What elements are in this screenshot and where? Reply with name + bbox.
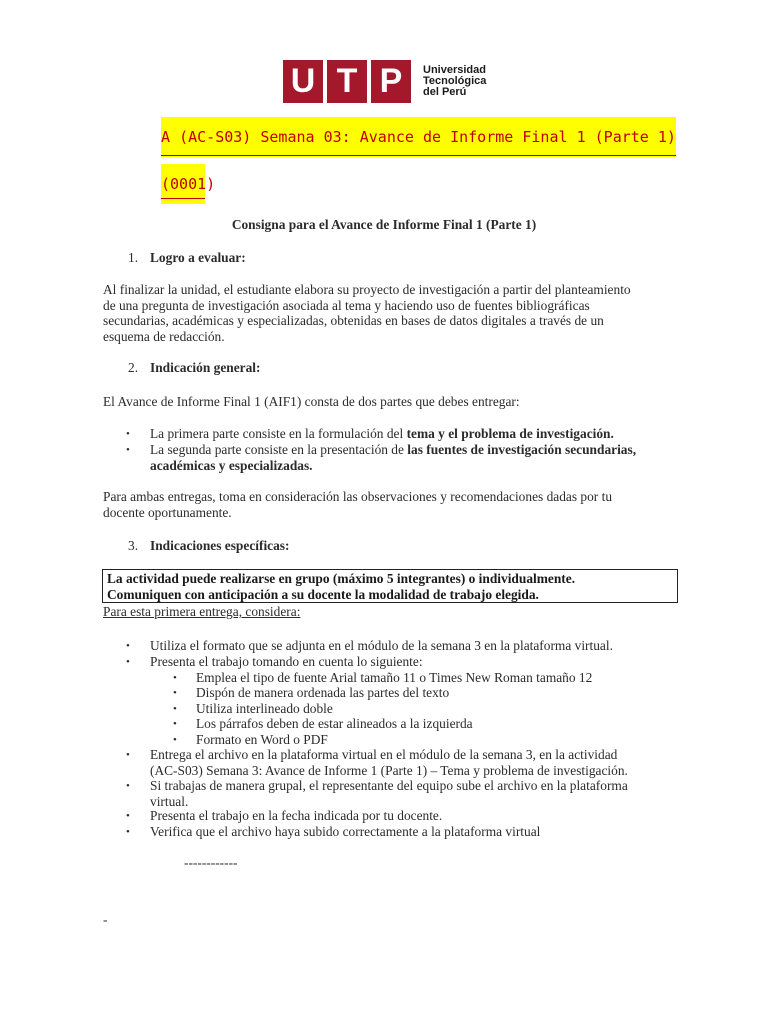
paragraph-line: docente oportunamente. [103,504,232,520]
section-label: Logro a evaluar: [150,250,246,265]
bullet-dot: • [126,640,130,652]
paragraph-line: esquema de redacción. [103,328,225,344]
list-item-bold: las fuentes de investigación secundarias, [407,442,637,457]
logo-letter-u: U [283,60,323,103]
bullet-dot: • [173,718,177,730]
title-token: Semana [260,128,315,146]
sub-list-item: Los párrafos deben de estar alineados a la izquierda [196,716,473,731]
section-label: Indicaciones específicas: [150,538,290,553]
page-heading: Consigna para el Avance de Informe Final 1 (Parte 1) [231,217,537,232]
paragraph-line: secundarias, académicas y especializadas, obtenidas en bases de datos digitales a través de un [103,313,604,329]
list-item-continuation: académicas y especializadas. [150,458,313,473]
logo-name-line: Tecnológica [423,75,487,87]
bullet-dot: • [126,749,130,761]
bullet-dot: • [126,826,130,838]
separator-line: ------------ [184,855,238,870]
list-item: Si trabajas de manera grupal, el representante del equipo sube el archivo en la plataforma [150,778,628,793]
list-item [150,442,636,458]
assignment-title-code: (0001) [161,164,205,204]
title-underline [161,198,205,199]
bullet-dot: • [126,428,130,440]
list-item: Presenta el trabajo tomando en cuenta lo siguiente: [150,654,423,669]
bullet-dot: • [173,687,177,699]
section-number: 2. [128,360,139,375]
paragraph-line: Para ambas entregas, toma en consideración las observaciones y recomendaciones dadas por tu [103,489,613,504]
utp-logo [283,60,486,103]
assignment-title [161,117,676,157]
title-token: 03: [323,128,351,146]
logo-name-line: del Perú [423,86,467,98]
paragraph-line: Al finalizar la unidad, el estudiante elabora su proyecto de investigación a partir del planteamiento [103,282,631,297]
sub-list-item: Formato en Word o PDF [196,732,328,747]
section-number: 1. [128,250,139,265]
list-item-text: La primera parte consiste en la formulación del [150,426,407,441]
list-item-text: La segunda parte consiste en la presentación de [150,442,408,457]
list-item: Presenta el trabajo en la fecha indicada por tu docente. [150,808,443,823]
notice-line: Comuniquen con anticipación a su docente la modalidad de trabajo elegida. [107,586,539,602]
bullet-dot: • [126,810,130,822]
bullet-dot: • [126,780,130,792]
title-token: Avance [359,128,414,146]
list-item [150,426,614,442]
bullet-dot: • [126,656,130,668]
bullet-dot: • [173,703,177,715]
sub-list-item: Utiliza interlineado doble [196,701,333,716]
list-item: Verifica que el archivo haya subido correctamente a la plataforma virtual [150,824,541,839]
list-item: Entrega el archivo en la plataforma virtual en el módulo de la semana 3, en la actividad [150,747,618,762]
logo-name-line: Universidad [423,64,486,76]
section-number: 3. [128,538,139,553]
title-underline [161,155,676,156]
title-token: 1 [576,128,586,146]
section-label: Indicación general: [150,360,261,375]
title-token: de [422,128,442,146]
title-token: Informe [450,128,514,146]
title-token: 1) [657,128,676,146]
title-token: (AC-S03) [179,128,252,146]
title-token: A [161,128,171,146]
section2-closing [103,489,683,520]
logo-letter-p: P [371,60,411,103]
paragraph-line: de una pregunta de investigación asociada al tema y haciendo uso de fuentes bibliográficas [103,297,590,313]
list-item-bold: tema y el problema de investigación. [406,426,614,441]
logo-university-name [423,65,486,98]
group-modality-notice [102,569,678,603]
section2-intro: El Avance de Informe Final 1 (AIF1) consta de dos partes que debes entregar: [103,394,520,409]
title-token: Final [522,128,568,146]
bullet-dot: • [173,734,177,746]
title-token: (Parte [594,128,649,146]
consider-label: Para esta primera entrega, considera: [103,604,301,619]
bullet-dot: • [173,672,177,684]
list-item-continuation: (AC-S03) Semana 3: Avance de Informe 1 (Parte 1) – Tema y problema de investigación. [150,763,628,778]
trailing-mark: - [103,912,108,927]
list-item: Utiliza el formato que se adjunta en el módulo de la semana 3 en la plataforma virtual. [150,638,613,653]
logo-letter-t: T [327,60,367,103]
list-item-continuation: virtual. [150,794,189,809]
sub-list-item: Emplea el tipo de fuente Arial tamaño 11 o Times New Roman tamaño 12 [196,670,593,685]
notice-line: La actividad puede realizarse en grupo (máximo 5 integrantes) o individualmente. [107,571,576,586]
sub-list-item: Dispón de manera ordenada las partes del texto [196,685,450,700]
bullet-dot: • [126,444,130,456]
section1-paragraph [103,282,683,344]
